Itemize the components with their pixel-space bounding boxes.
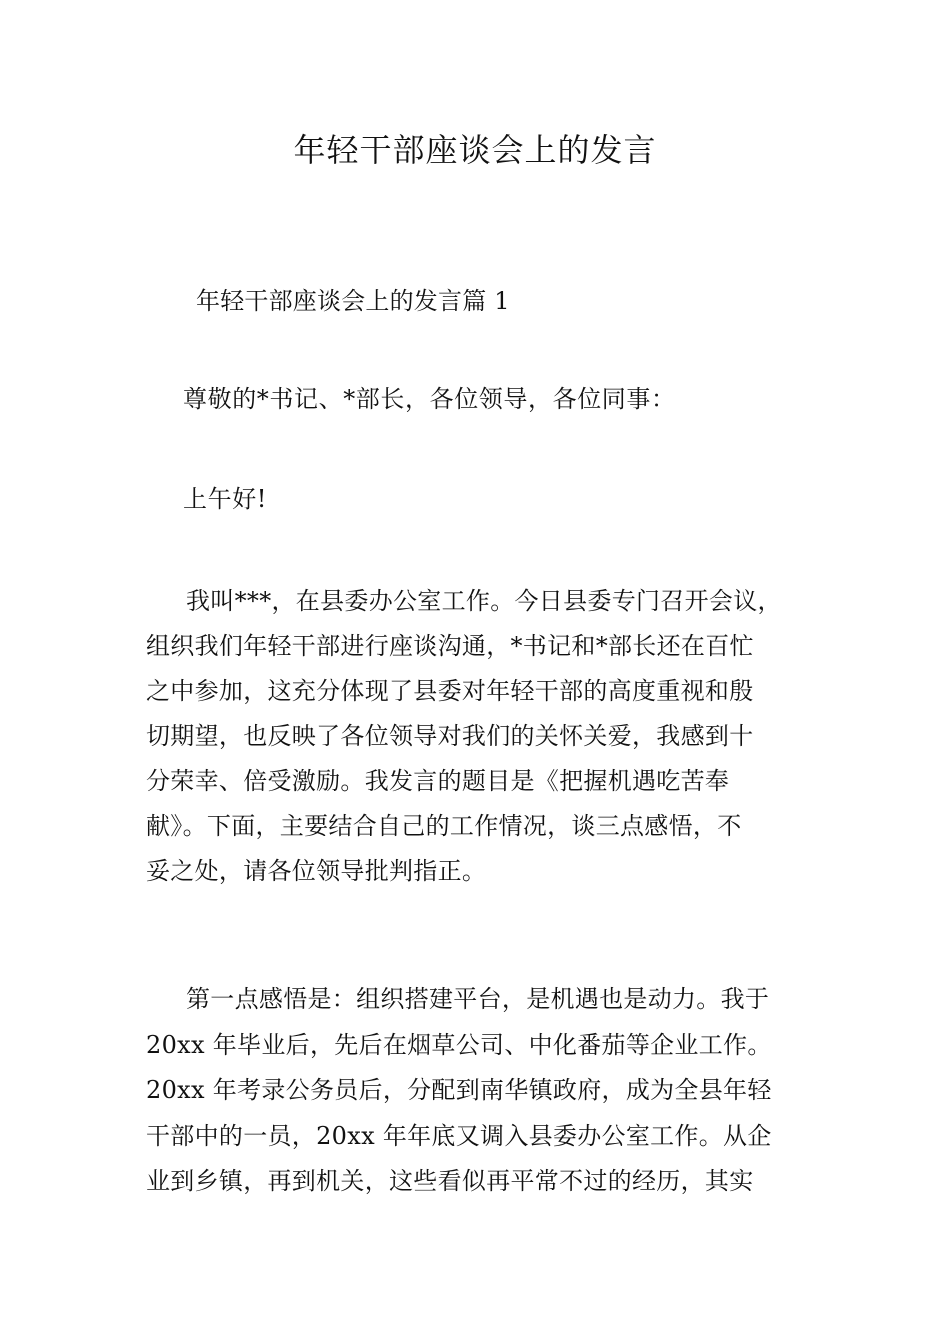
paragraph-line: 20xx 年考录公务员后，分配到南华镇政府，成为全县年轻 xyxy=(146,1076,772,1104)
paragraph-line: 之中参加，这充分体现了县委对年轻干部的高度重视和殷 xyxy=(146,677,754,705)
paragraph-line: 妥之处，请各位领导批判指正。 xyxy=(146,857,487,885)
paragraph-introduction xyxy=(146,579,836,894)
paragraph-line: 分荣幸、倍受激励。我发言的题目是《把握机遇吃苦奉 xyxy=(146,767,730,795)
document-title: 年轻干部座谈会上的发言 xyxy=(293,131,657,169)
salutation-line: 上午好! xyxy=(183,485,268,513)
paragraph-line: 第一点感悟是：组织搭建平台，是机遇也是动力。我于 xyxy=(186,985,770,1013)
paragraph-line: 切期望，也反映了各位领导对我们的关怀关爱，我感到十 xyxy=(146,722,754,750)
paragraph-line: 组织我们年轻干部进行座谈沟通，*书记和*部长还在百忙 xyxy=(146,632,754,660)
paragraph-line: 干部中的一员，20xx 年年底又调入县委办公室工作。从企 xyxy=(146,1121,772,1150)
greeting-line: 尊敬的*书记、*部长，各位领导，各位同事： xyxy=(183,385,676,413)
section-subtitle: 年轻干部座谈会上的发言篇 1 xyxy=(196,287,510,315)
paragraph-first-insight xyxy=(146,977,836,1205)
paragraph-line: 献》。下面，主要结合自己的工作情况，谈三点感悟，不 xyxy=(146,812,742,840)
paragraph-line: 20xx 年毕业后，先后在烟草公司、中化番茄等企业工作。 xyxy=(146,1030,772,1059)
paragraph-line: 我叫***，在县委办公室工作。今日县委专门召开会议， xyxy=(186,587,782,615)
paragraph-line: 业到乡镇，再到机关，这些看似再平常不过的经历，其实 xyxy=(146,1167,754,1195)
